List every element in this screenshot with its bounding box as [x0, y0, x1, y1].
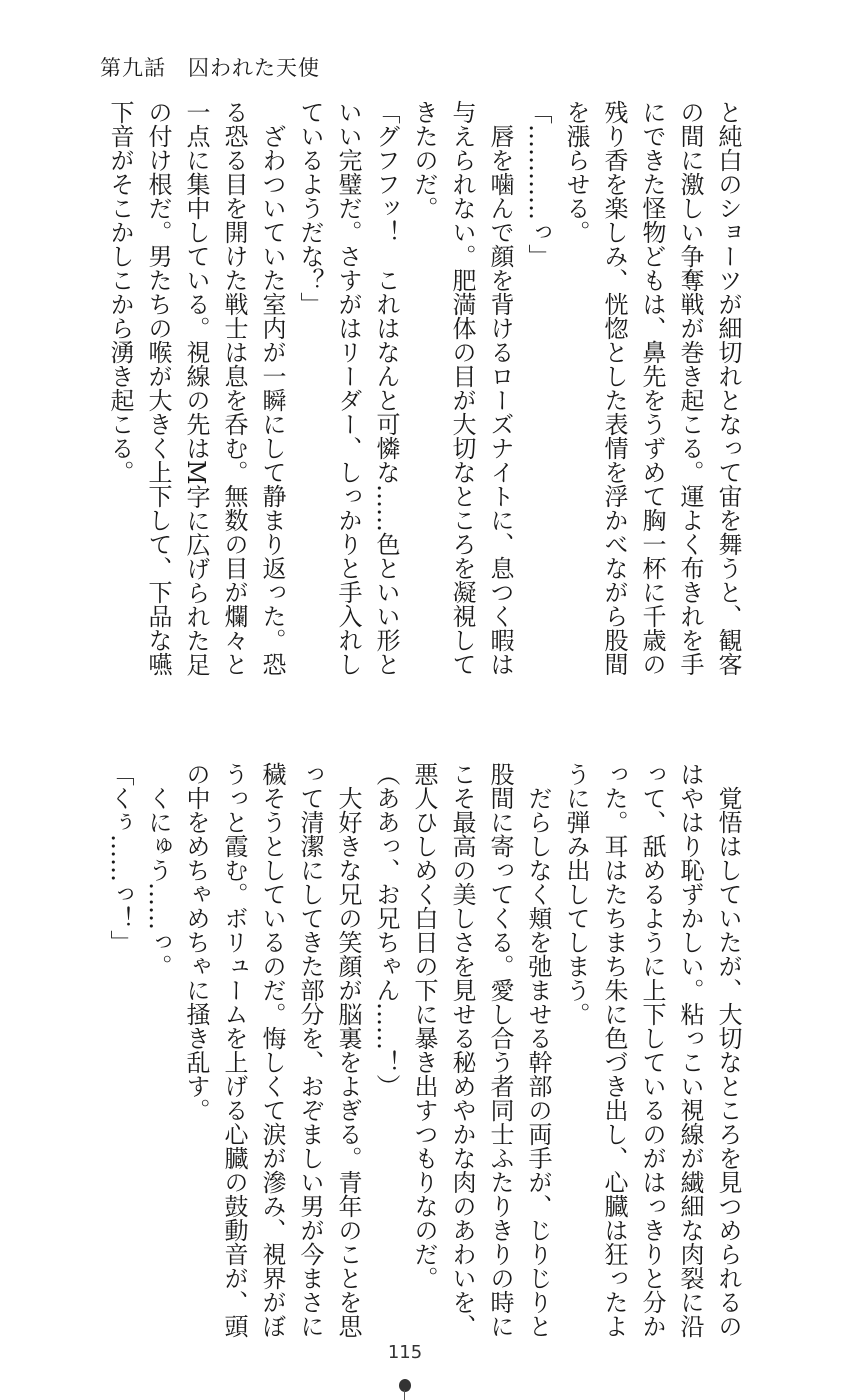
text-column: 一点に集中している。視線の先はM字に広げられた足 — [182, 100, 210, 677]
text-column: 大好きな兄の笑顔が脳裏をよぎる。青年のことを思 — [334, 762, 362, 1338]
text-column: （ああっ、お兄ちゃん……！） — [372, 762, 400, 1098]
text-column: 残り香を楽しみ、恍惚とした表情を浮かべながら股間 — [600, 100, 628, 676]
text-column: って、舐めるように上下しているのがはっきりと分か — [638, 762, 666, 1338]
text-column: の間に激しい争奪戦が巻き起こる。運よく布きれを手 — [676, 100, 704, 676]
text-column: ざわついていた室内が一瞬にして静まり返った。恐 — [258, 100, 286, 676]
text-column: る恐る目を開けた戦士は息を呑む。無数の目が爛々と — [220, 100, 248, 676]
text-column: だらしなく頬を弛ませる幹部の両手が、じりじりと — [524, 762, 552, 1338]
text-column: 悪人ひしめく白日の下に暴き出すつもりなのだ。 — [410, 762, 438, 1290]
text-column: 下音がそこかしこから湧き起こる。 — [106, 100, 134, 484]
text-column: を漲らせる。 — [562, 100, 590, 244]
text-column: ているようだな？」 — [296, 100, 324, 316]
text-block-top — [101, 100, 747, 700]
page-number: 115 — [387, 1342, 423, 1363]
text-column: 穢そうとしているのだ。悔しくて涙が滲み、視界がぼ — [258, 762, 286, 1338]
text-column: うに弾み出してしまう。 — [562, 762, 590, 1026]
text-column: きたのだ。 — [410, 100, 438, 220]
text-column: と純白のショーツが細切れとなって宙を舞うと、観客 — [714, 100, 742, 676]
text-column: の付け根だ。男たちの喉が大きく上下して、下品な嚥 — [144, 100, 172, 676]
text-column: いい完璧だ。さすがはリーダー、しっかりと手入れし — [334, 100, 362, 676]
text-column: 「グフフッ！ これはなんと可憐な……色といい形と — [372, 100, 400, 676]
text-column: った。耳はたちまち朱に色づき出し、心臓は狂ったよ — [600, 762, 628, 1338]
text-column: 「くぅ……っ！」 — [106, 762, 134, 954]
text-column: うっと霞む。ボリュームを上げる心臓の鼓動音が、頭 — [220, 762, 248, 1338]
text-column: くにゅう……っ。 — [144, 762, 172, 978]
text-column: はやはり恥ずかしい。粘っこい視線が繊細な肉裂に沿 — [676, 762, 704, 1338]
text-column: にできた怪物どもは、鼻先をうずめて胸一杯に千歳の — [638, 100, 666, 676]
text-column: こそ最高の美しさを見せる秘めやかな肉のあわいを、 — [448, 762, 476, 1338]
text-column: って清潔にしてきた部分を、おぞましい男が今まさに — [296, 762, 324, 1338]
text-column: 覚悟はしていたが、大切なところを見つめられるの — [714, 762, 742, 1338]
text-column: 与えられない。肥満体の目が大切なところを凝視して — [448, 100, 476, 676]
text-column: の中をめちゃめちゃに掻き乱す。 — [182, 762, 210, 1122]
chapter-header: 第九話 囚われた天使 — [100, 56, 320, 80]
text-column: 股間に寄ってくる。愛し合う者同士ふたりきりの時に — [486, 762, 514, 1338]
text-block-bottom — [101, 762, 747, 1362]
page-marker-line — [404, 1390, 405, 1400]
text-column: 唇を噛んで顔を背けるローズナイトに、息つく暇は — [486, 100, 514, 676]
page-marker-dot — [399, 1379, 411, 1392]
text-column: 「…………っ」 — [524, 100, 552, 268]
